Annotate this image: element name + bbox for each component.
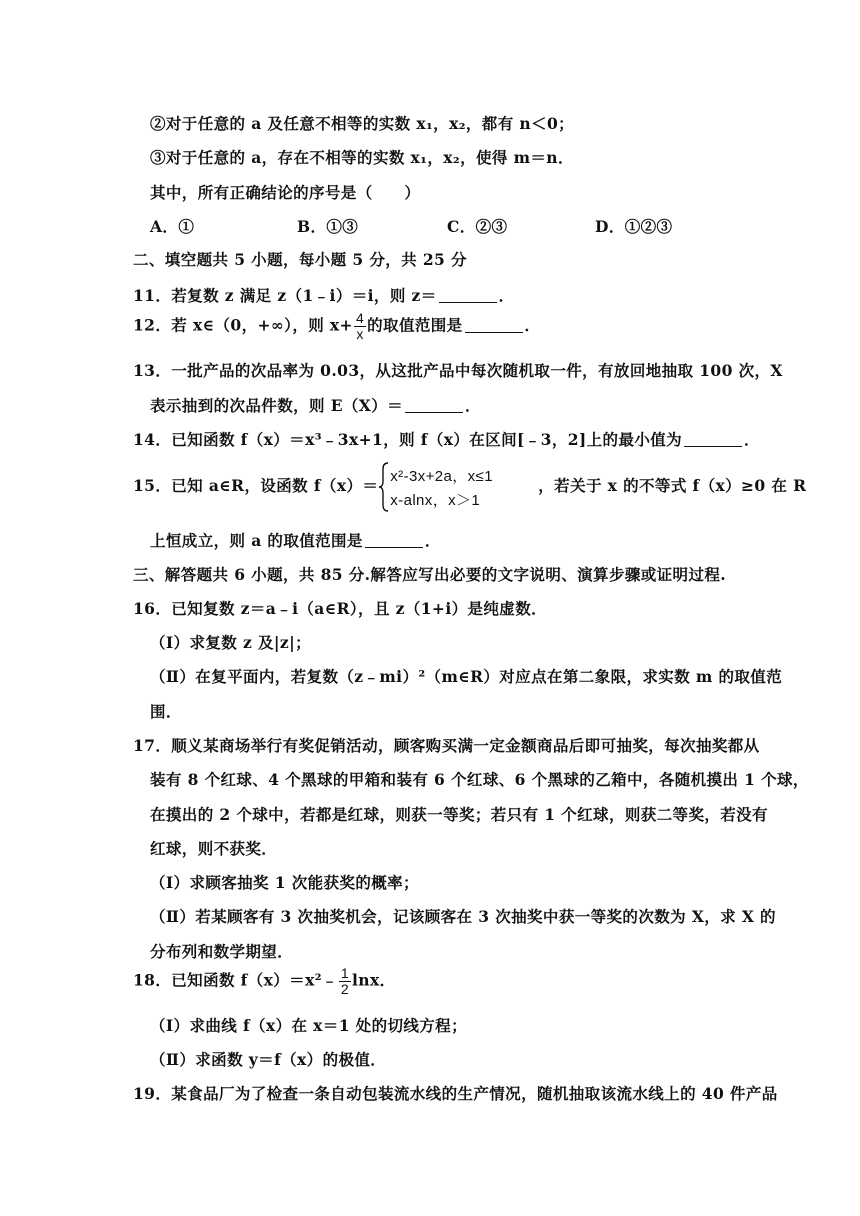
fraction-numerator: 1	[340, 965, 349, 981]
question-18-part-1: （Ⅰ）求曲线 f（x）在 x＝1 处的切线方程；	[150, 1016, 467, 1035]
q15-text-b: ，若关于 x 的不等式 f（x）≥0 在 R	[538, 476, 807, 495]
section-3-heading: 三、解答题共 6 小题，共 85 分.解答应写出必要的文字说明、演算步骤或证明过程.	[133, 565, 727, 584]
conclusion-2: ②对于任意的 a 及任意不相等的实数 x₁，x₂，都有 n＜0；	[150, 114, 575, 133]
question-11	[133, 284, 515, 306]
fraction-4-over-x	[354, 311, 366, 342]
period: ．	[424, 531, 441, 550]
q15-text-a: 15．已知 a∈R，设函数 f（x）＝	[133, 476, 379, 495]
question-15-line-1	[133, 461, 806, 513]
conclusion-3: ③对于任意的 a，存在不相等的实数 x₁，x₂，使得 m＝n．	[150, 148, 574, 167]
answer-blank	[365, 532, 423, 548]
q11-text: 11．若复数 z 满足 z（1﹣i）＝i，则 z＝	[133, 286, 437, 305]
question-12	[133, 311, 540, 342]
period: ．	[524, 315, 541, 335]
question-16: 16．已知复数 z＝a﹣i（a∈R），且 z（1+i）是纯虚数．	[133, 599, 548, 618]
piece-case-1: x²-3x+2a，x≤1	[390, 468, 493, 485]
answer-blank	[405, 397, 463, 413]
fraction-1-over-2	[339, 966, 351, 997]
question-16-part-2-cont: 围．	[150, 702, 182, 721]
question-14	[133, 428, 760, 450]
piecewise-function	[378, 461, 538, 513]
question-16-part-2: （Ⅱ）在复平面内，若复数（z﹣mi）²（m∈R）对应点在第二象限，求实数 m 的取值范	[150, 667, 783, 686]
question-17-line-3: 在摸出的 2 个球中，若都是红球，则获一等奖；若只有 1 个红球，则获二等奖，若没有	[150, 805, 768, 824]
question-stem: 其中，所有正确结论的序号是（ ）	[150, 183, 421, 202]
question-16-part-1: （Ⅰ）求复数 z 及|z|；	[150, 633, 312, 652]
period: ．	[498, 286, 515, 305]
question-17-line-2: 装有 8 个红球、4 个黑球的甲箱和装有 6 个红球、6 个黑球的乙箱中，各随机摸出 1 个球，	[150, 770, 809, 789]
question-19: 19．某食品厂为了检查一条自动包装流水线的生产情况，随机抽取该流水线上的 40 件产品	[133, 1084, 778, 1103]
answer-blank	[439, 287, 497, 303]
question-17-part-2: （Ⅱ）若某顾客有 3 次抽奖机会，记该顾客在 3 次抽奖中获一等奖的次数为 X，求 X 的	[150, 907, 776, 926]
q12-text-a: 12．若 x∈（0，+∞），则 x+	[133, 315, 353, 335]
question-17-line-4: 红球，则不获奖．	[150, 839, 278, 858]
answer-blank	[684, 431, 742, 447]
question-13-line-1: 13．一批产品的次品率为 0.03，从这批产品中每次随机取一件，有放回地抽取 100 次，X	[133, 361, 783, 380]
question-15-line-2	[150, 529, 441, 551]
section-2-heading: 二、填空题共 5 小题，每小题 5 分，共 25 分	[133, 250, 467, 269]
piece-case-2: x-alnx，x＞1	[390, 492, 481, 509]
option-a: A．①	[150, 217, 195, 236]
fraction-denominator: x	[356, 326, 364, 342]
question-18-part-2: （Ⅱ）求函数 y＝f（x）的极值．	[150, 1050, 387, 1069]
question-17-line-1: 17．顺义某商场举行有奖促销活动，顾客购买满一定金额商品后即可抽奖，每次抽奖都从	[133, 736, 760, 755]
q15-text-c: 上恒成立，则 a 的取值范围是	[150, 531, 363, 550]
fraction-numerator: 4	[355, 310, 365, 326]
fraction-denominator: 2	[340, 981, 349, 997]
q13-text-b: 表示抽到的次品件数，则 E（X）＝	[150, 396, 404, 415]
q12-text-b: 的取值范围是	[367, 315, 463, 335]
q18-text-a: 18．已知函数 f（x）＝x²﹣	[133, 970, 338, 990]
period: ．	[744, 430, 760, 449]
option-b: B．①③	[297, 217, 359, 236]
q18-text-b: lnx．	[352, 970, 396, 990]
left-brace-icon	[378, 461, 390, 513]
q14-text: 14．已知函数 f（x）＝x³﹣3x+1，则 f（x）在区间[﹣3，2]上的最小值为	[133, 430, 683, 449]
option-c: C．②③	[447, 217, 508, 236]
question-18	[133, 966, 396, 997]
question-17-part-2-cont: 分布列和数学期望．	[150, 942, 294, 961]
question-13-line-2	[150, 394, 481, 416]
period: ．	[465, 396, 481, 415]
answer-blank	[465, 317, 523, 333]
question-17-part-1: （Ⅰ）求顾客抽奖 1 次能获奖的概率；	[150, 873, 419, 892]
option-d: D．①②③	[595, 217, 673, 236]
